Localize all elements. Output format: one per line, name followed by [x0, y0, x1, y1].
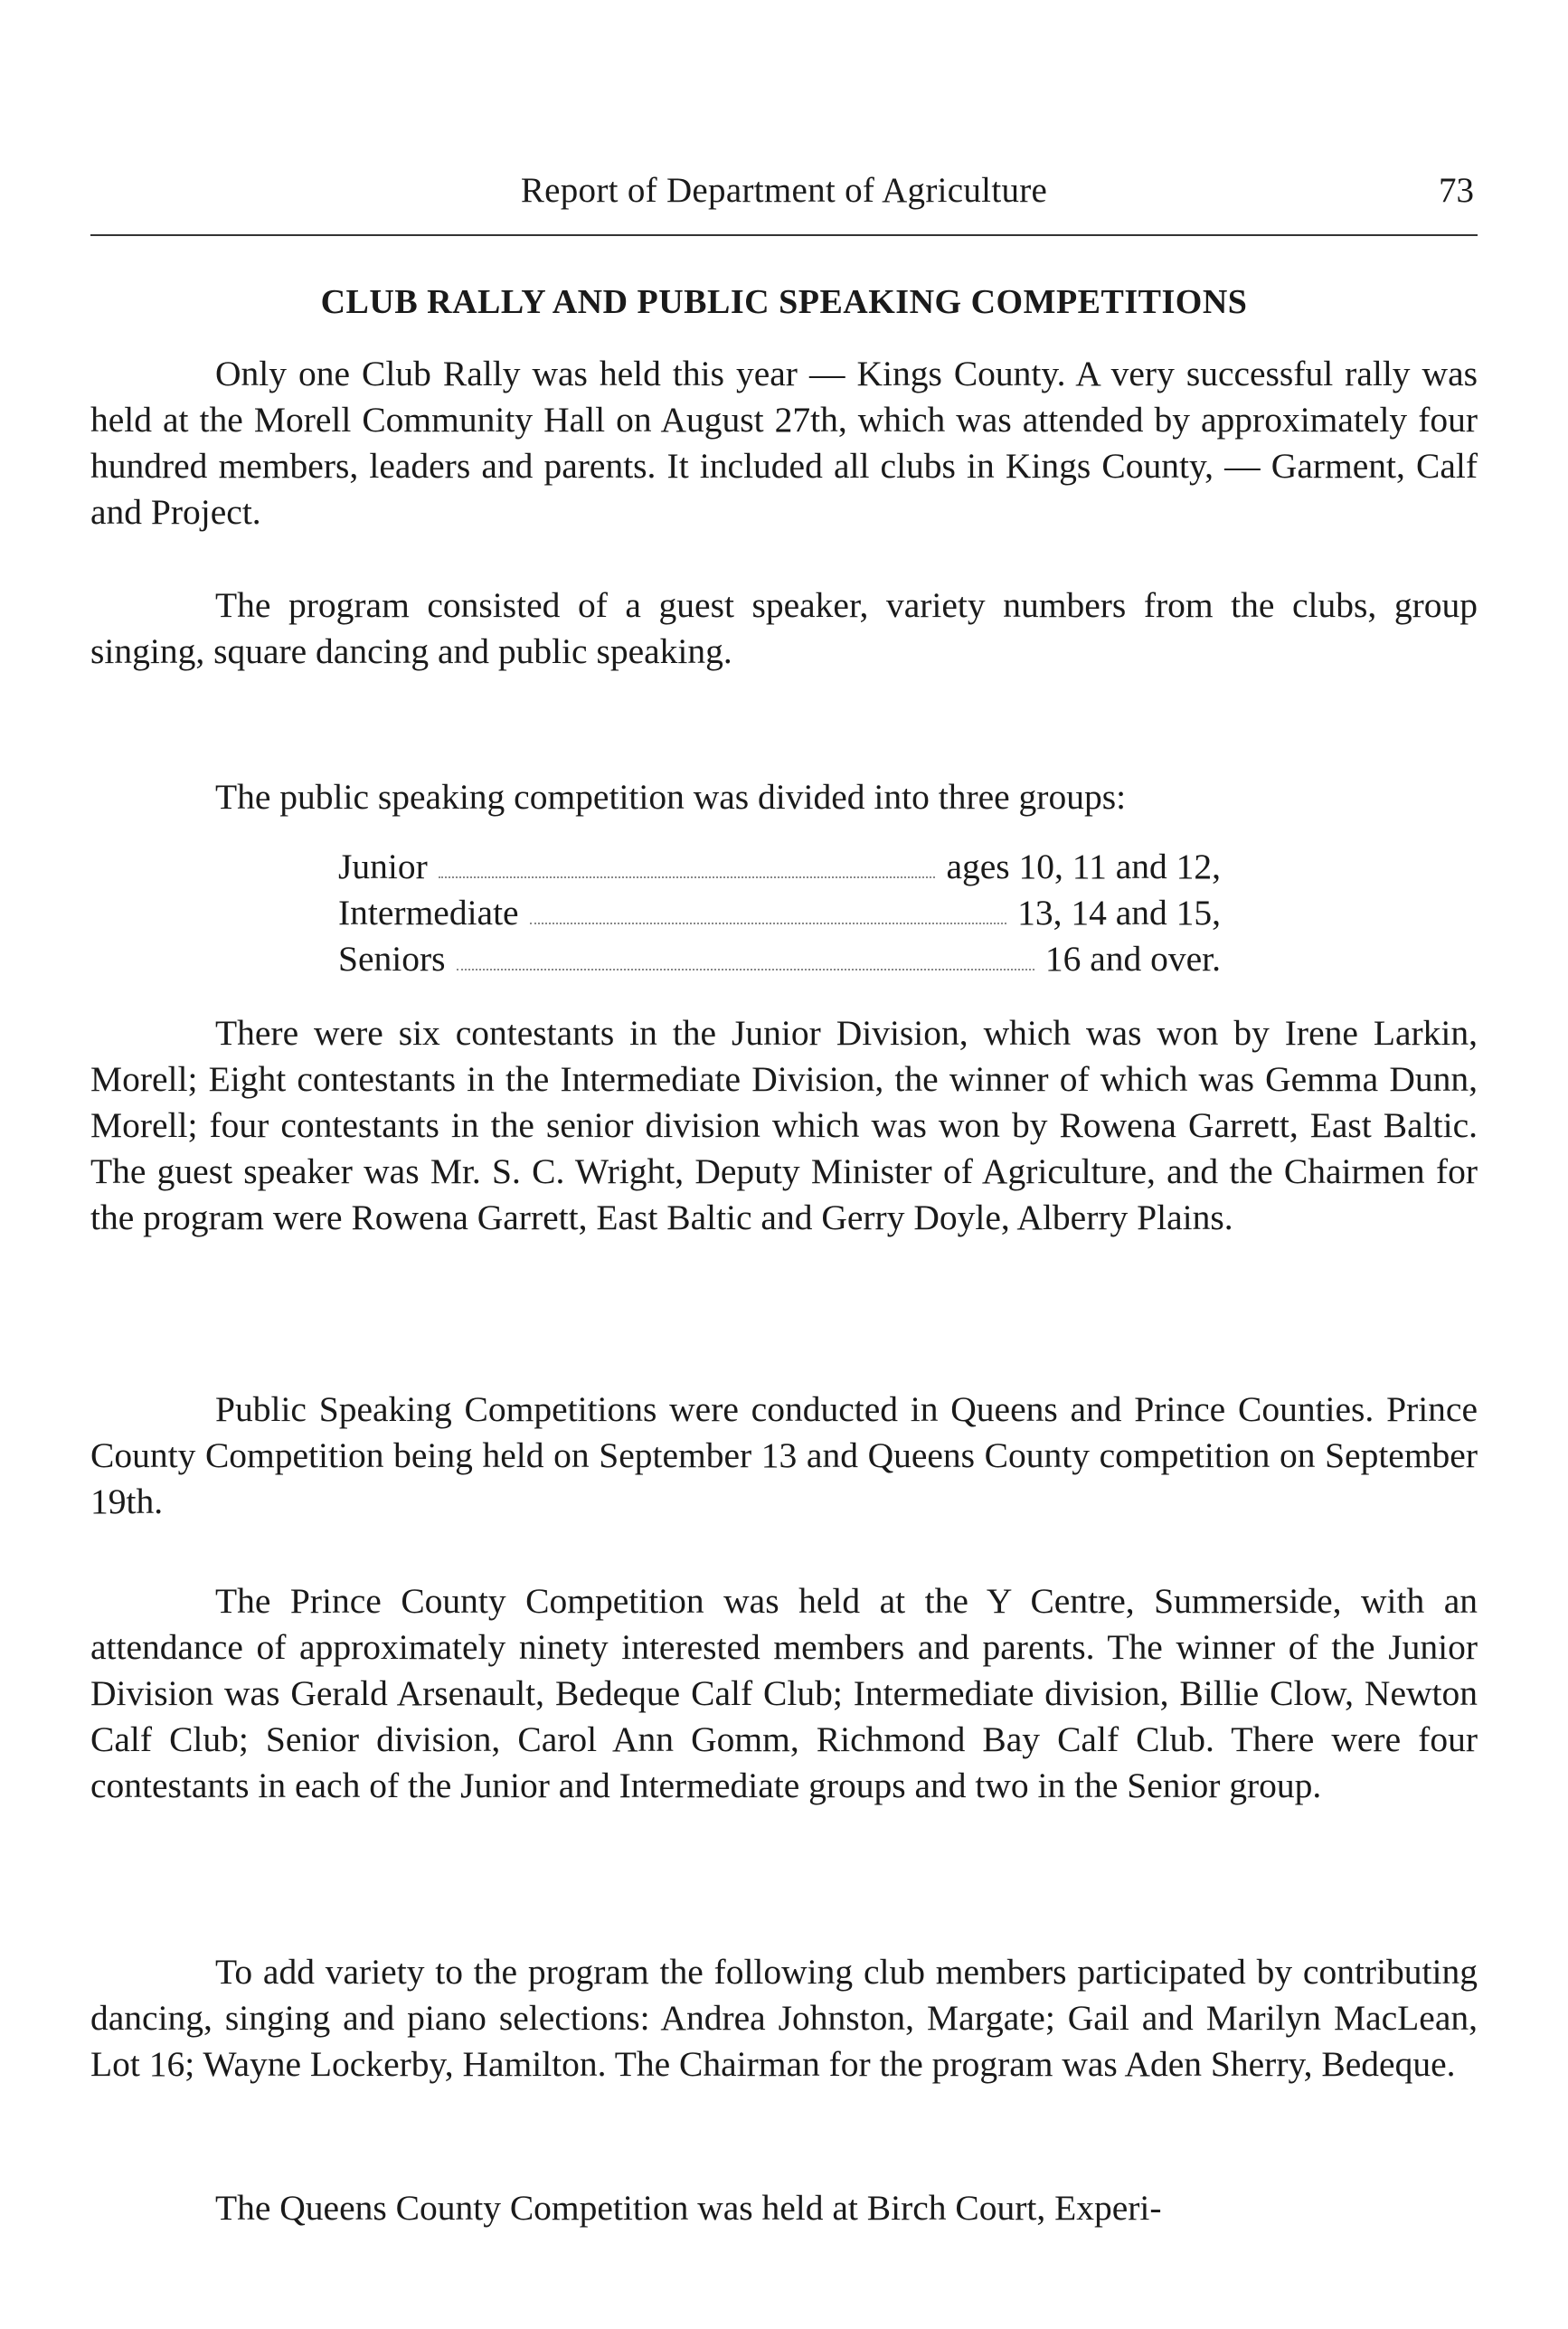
age-group-label: Seniors — [338, 939, 446, 979]
page-number: 73 — [1439, 171, 1474, 210]
running-header — [90, 170, 1478, 224]
header-rule — [90, 234, 1478, 236]
header-title: Report of Department of Agriculture — [520, 171, 1048, 210]
age-group-ages: 16 and over. — [1044, 939, 1221, 979]
dot-leader — [457, 969, 1034, 970]
list-item — [338, 936, 1221, 982]
age-group-label: Junior — [338, 847, 428, 886]
list-item — [338, 890, 1221, 936]
paragraph-prince-county: The Prince County Competition was held at the Y Centre, Summerside, with an attendance of approximately ninety interested members and parents. The winner of the Junior Division was Gerald Arsenault, Bedeque Calf Club; Intermediate division, Billie Clow, Newton Calf Club; Senior division, Carol Ann Gomm, Richmond Bay Calf Club. There were four contestants in each of the Junior and Intermediate groups and two in the Senior group. — [90, 1581, 1478, 1805]
age-group-ages: ages 10, 11 and 12, — [946, 847, 1221, 886]
paragraph-queens-county: The Queens County Competition was held at Birch Court, Experi- — [215, 2188, 1162, 2228]
paragraph-kings-results: There were six contestants in the Junior Division, which was won by Irene Larkin, Morell; Eight contestants in the Intermediate Division, the winner of which was Gemma Dunn, Morell; four contestants in the senior division which was won by Rowena Garrett, East Baltic. The guest speaker was Mr. S. C. Wright, Deputy Minister of Agriculture, and the Chairmen for the program were Rowena Garrett, East Baltic and Gerry Doyle, Alberry Plains. — [90, 1013, 1478, 1237]
paragraph-competitions: Public Speaking Competitions were conducted in Queens and Prince Counties. Prince County Competition being held on September 13 and Queens County competition on September 19th. — [90, 1389, 1478, 1521]
age-group-list — [338, 844, 1242, 982]
paragraph-program: The program consisted of a guest speaker, variety numbers from the clubs, group singing, square dancing and public speaking. — [90, 585, 1478, 671]
dot-leader — [439, 876, 936, 878]
paragraph-club-rally: Only one Club Rally was held this year — Kings County. A very successful rally was held at the Morell Community Hall on August 27th, which was attended by approximately four hundred members, leaders and parents. It included all clubs in Kings County, — Garment, Calf and Project. — [90, 354, 1478, 532]
paragraph-groups-intro: The public speaking competition was divided into three groups: — [215, 777, 1127, 817]
age-group-ages: 13, 14 and 15, — [1017, 893, 1221, 933]
dot-leader — [530, 923, 1006, 924]
paragraph-variety: To add variety to the program the following club members participated by contributing dancing, singing and piano selections: Andrea Johnston, Margate; Gail and Marilyn MacLean, Lot 16; Wayne Lockerby, Hamilton. The Chairman for the program was Aden Sherry, Bedeque. — [90, 1952, 1478, 2084]
list-item — [338, 844, 1221, 890]
age-group-label: Intermediate — [338, 893, 519, 933]
document-page — [90, 0, 1478, 2329]
section-heading: CLUB RALLY AND PUBLIC SPEAKING COMPETITIONS — [320, 283, 1248, 321]
